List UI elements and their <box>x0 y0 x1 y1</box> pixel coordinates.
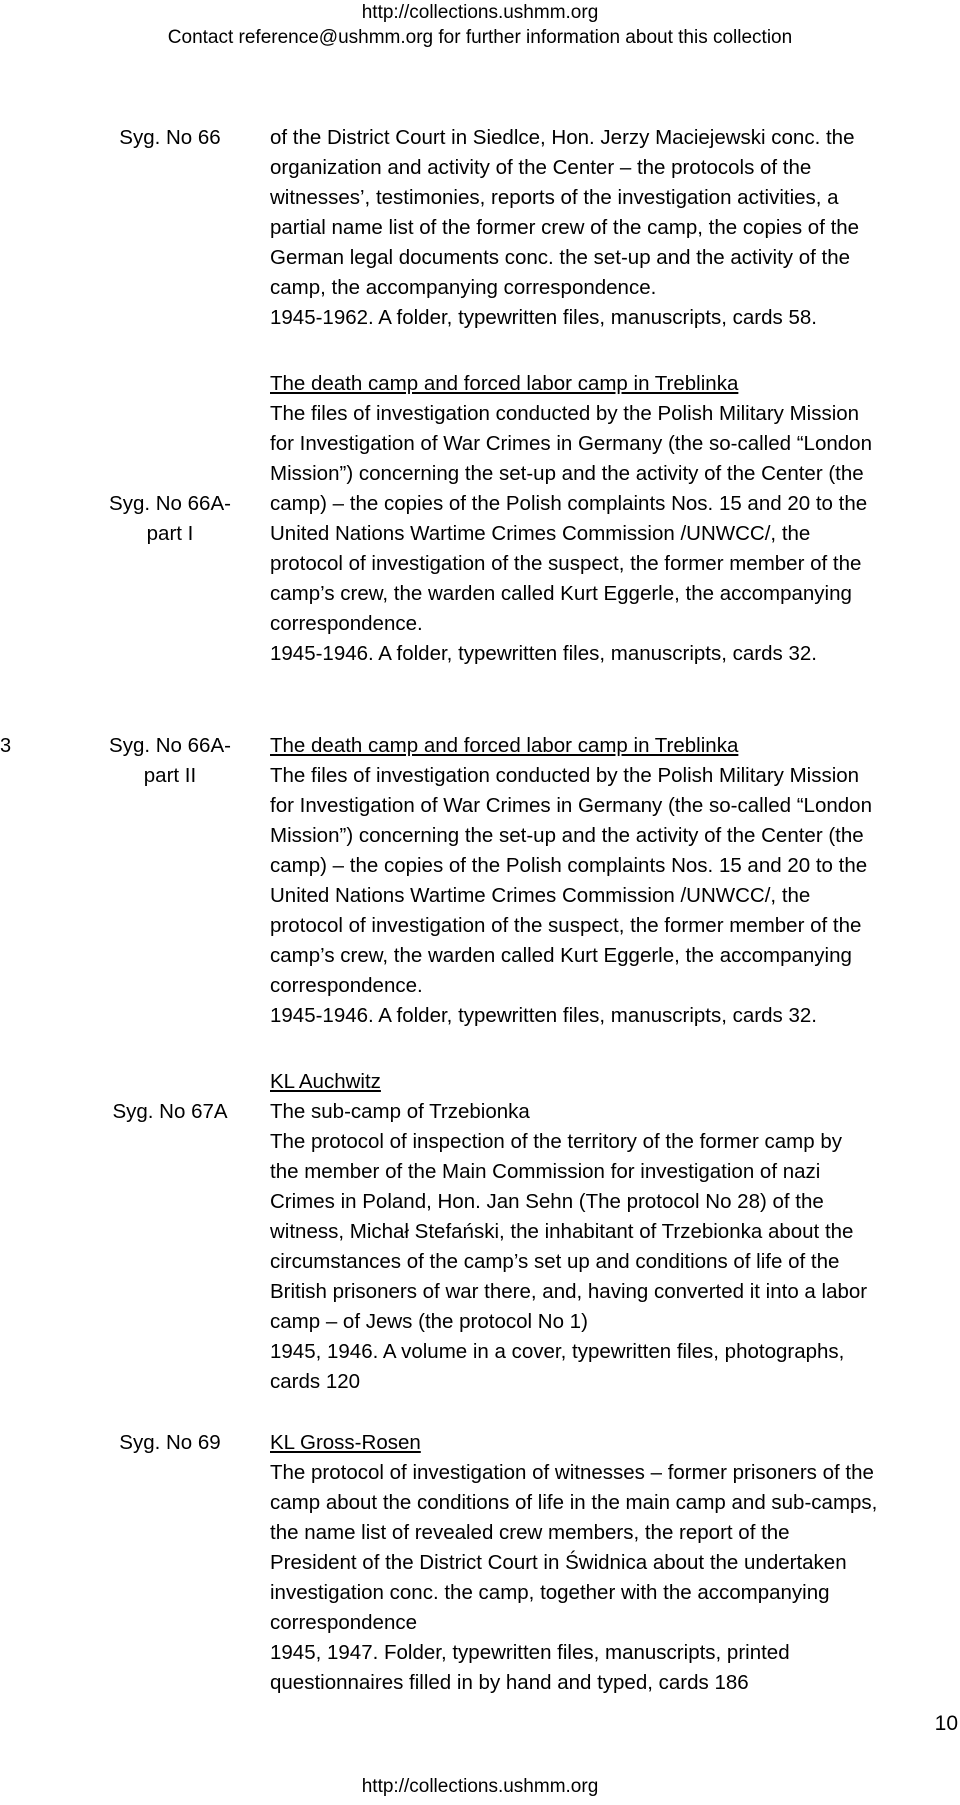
entry-line: United Nations Wartime Crimes Commission /UNWCC/, the <box>270 522 811 545</box>
entry-line: The files of investigation conducted by the Polish Military Mission <box>270 402 860 425</box>
entry-line: camp’s crew, the warden called Kurt Eggerle, the accompanying <box>270 944 852 967</box>
entry-line: United Nations Wartime Crimes Commission /UNWCC/, the <box>270 884 811 907</box>
entry-line: partial name list of the former crew of the camp, the copies of the <box>270 216 860 239</box>
page-header <box>0 0 960 50</box>
entry-syg-66a-part-ii <box>270 731 960 1031</box>
entry-line: President of the District Court in Świdnica about the undertaken <box>270 1551 847 1574</box>
entry-line: circumstances of the camp’s set up and conditions of life of the <box>270 1250 840 1273</box>
header-contact: Contact reference@ushmm.org for further information about this collection <box>167 27 793 48</box>
header-url: http://collections.ushmm.org <box>361 2 599 23</box>
entry-syg-66a-part-i <box>270 369 960 669</box>
entry-line: questionnaires filled in by hand and typed, cards 186 <box>270 1671 749 1694</box>
entry-line: camp’s crew, the warden called Kurt Eggerle, the accompanying <box>270 582 852 605</box>
entry-line: of the District Court in Siedlce, Hon. Jerzy Maciejewski conc. the <box>270 126 855 149</box>
entry-line: correspondence. <box>270 974 423 997</box>
entry-title: The death camp and forced labor camp in Treblinka <box>270 734 739 757</box>
entry-title: KL Auchwitz <box>270 1070 381 1093</box>
entry-line: The protocol of inspection of the territory of the former camp by <box>270 1130 842 1153</box>
entry-line: investigation conc. the camp, together with the accompanying <box>270 1581 830 1604</box>
entry-line: camp, the accompanying correspondence. <box>270 276 657 299</box>
entry-line: protocol of investigation of the suspect, the former member of the <box>270 914 862 937</box>
entry-line: the member of the Main Commission for investigation of nazi <box>270 1160 821 1183</box>
entry-line: camp about the conditions of life in the main camp and sub-camps, <box>270 1491 878 1514</box>
entry-syg-67a <box>270 1067 960 1397</box>
entry-line: 1945-1946. A folder, typewritten files, manuscripts, cards 32. <box>270 642 817 665</box>
entry-line: Crimes in Poland, Hon. Jan Sehn (The protocol No 28) of the <box>270 1190 824 1213</box>
entry-title: The death camp and forced labor camp in Treblinka <box>270 372 739 395</box>
signature-syg-66a-part-i: Syg. No 66A- part I <box>109 492 231 545</box>
entry-line: The files of investigation conducted by the Polish Military Mission <box>270 764 860 787</box>
entry-syg-69 <box>270 1428 960 1698</box>
entry-line: The sub-camp of Trzebionka <box>270 1100 530 1123</box>
entry-line: 1945, 1946. A volume in a cover, typewritten files, photographs, <box>270 1340 845 1363</box>
page-footer <box>0 1774 960 1799</box>
entry-line: correspondence. <box>270 612 423 635</box>
footer-url: http://collections.ushmm.org <box>361 1776 599 1797</box>
entry-line: organization and activity of the Center – the protocols of the <box>270 156 812 179</box>
entry-line: for Investigation of War Crimes in Germany (the so-called “London <box>270 432 872 455</box>
signature-syg-67a: Syg. No 67A <box>112 1100 228 1123</box>
entry-line: British prisoners of war there, and, having converted it into a labor <box>270 1280 868 1303</box>
entry-line: cards 120 <box>270 1370 361 1393</box>
entry-line: camp) – the copies of the Polish complaints Nos. 15 and 20 to the <box>270 854 868 877</box>
signature-syg-66a-part-ii: Syg. No 66A- part II <box>109 734 231 787</box>
entry-syg-66 <box>270 123 960 333</box>
entry-line: Mission”) concerning the set-up and the activity of the Center (the <box>270 824 864 847</box>
page-number: 10 <box>934 1712 958 1735</box>
entry-line: 1945, 1947. Folder, typewritten files, manuscripts, printed <box>270 1641 790 1664</box>
entry-line: witness, Michał Stefański, the inhabitant of Trzebionka about the <box>270 1220 854 1243</box>
entry-line: camp) – the copies of the Polish complaints Nos. 15 and 20 to the <box>270 492 868 515</box>
entry-line: 1945-1946. A folder, typewritten files, manuscripts, cards 32. <box>270 1004 817 1027</box>
entry-line: camp – of Jews (the protocol No 1) <box>270 1310 588 1333</box>
entry-line: the name list of revealed crew members, the report of the <box>270 1521 790 1544</box>
signature-syg-69: Syg. No 69 <box>119 1431 221 1454</box>
entry-line: The protocol of investigation of witnesses – former prisoners of the <box>270 1461 874 1484</box>
entry-title: KL Gross-Rosen <box>270 1431 421 1454</box>
entry-line: protocol of investigation of the suspect, the former member of the <box>270 552 862 575</box>
entry-line: witnesses’, testimonies, reports of the investigation activities, a <box>270 186 839 209</box>
entry-line: 1945-1962. A folder, typewritten files, manuscripts, cards 58. <box>270 306 817 329</box>
entry-line: Mission”) concerning the set-up and the activity of the Center (the <box>270 462 864 485</box>
signature-syg-66: Syg. No 66 <box>119 126 221 149</box>
item-number: 3 <box>0 735 12 757</box>
entry-line: correspondence <box>270 1611 418 1634</box>
entry-line: German legal documents conc. the set-up and the activity of the <box>270 246 851 269</box>
entry-line: for Investigation of War Crimes in Germany (the so-called “London <box>270 794 872 817</box>
